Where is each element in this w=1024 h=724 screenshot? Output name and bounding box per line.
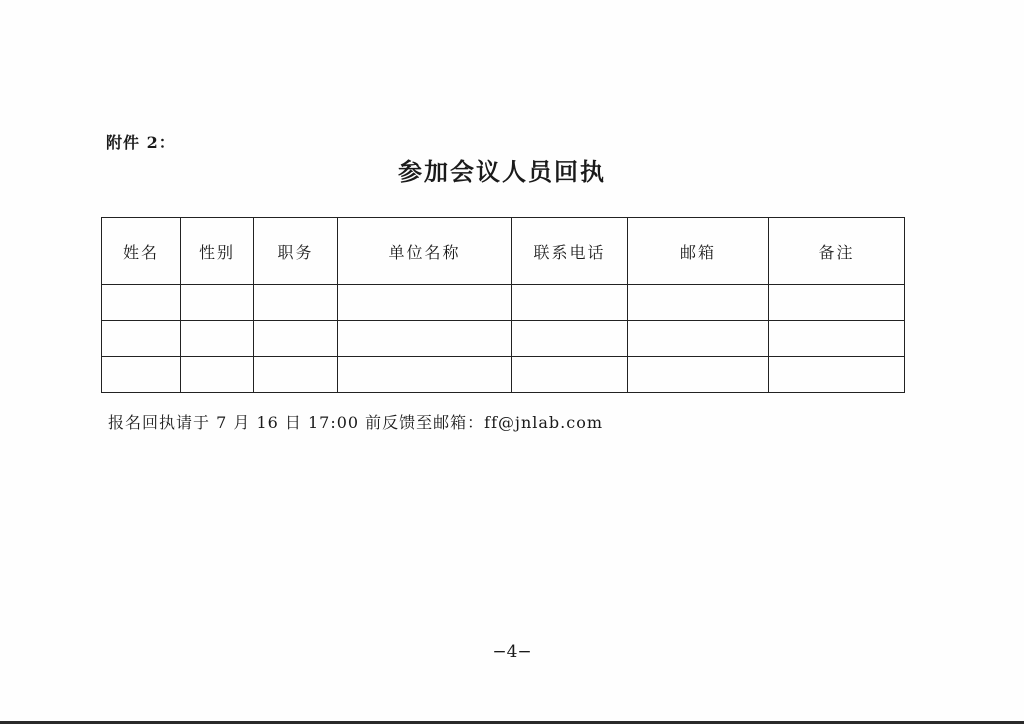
header-gender: 性别	[181, 218, 254, 285]
table-row	[102, 285, 905, 321]
table-row	[102, 321, 905, 357]
table-header-row	[102, 218, 905, 285]
table-cell	[338, 285, 512, 321]
table-cell	[254, 285, 338, 321]
table-cell	[254, 321, 338, 357]
attendee-reply-table	[101, 217, 905, 393]
document-title: 参加会议人员回执	[398, 157, 606, 186]
table-cell	[769, 285, 905, 321]
table-cell	[628, 321, 769, 357]
table-cell	[181, 321, 254, 357]
attachment-label: 附件 2：	[106, 133, 176, 152]
table-cell	[512, 321, 628, 357]
table-cell	[102, 321, 181, 357]
page-number: −4−	[492, 642, 532, 662]
table-cell	[254, 357, 338, 393]
header-phone: 联系电话	[512, 218, 628, 285]
table-cell	[181, 357, 254, 393]
submission-note: 报名回执请于 7 月 16 日 17:00 前反馈至邮箱：ff@jnlab.com	[108, 413, 604, 432]
table-cell	[628, 357, 769, 393]
header-email: 邮箱	[628, 218, 769, 285]
header-remarks: 备注	[769, 218, 905, 285]
table-cell	[338, 321, 512, 357]
table-cell	[102, 357, 181, 393]
table-cell	[512, 357, 628, 393]
table-cell	[338, 357, 512, 393]
table-cell	[181, 285, 254, 321]
header-organization: 单位名称	[338, 218, 512, 285]
table-cell	[512, 285, 628, 321]
header-name: 姓名	[102, 218, 181, 285]
table-cell	[102, 285, 181, 321]
table-cell	[769, 321, 905, 357]
table-row	[102, 357, 905, 393]
header-position: 职务	[254, 218, 338, 285]
table-cell	[628, 285, 769, 321]
table-cell	[769, 357, 905, 393]
